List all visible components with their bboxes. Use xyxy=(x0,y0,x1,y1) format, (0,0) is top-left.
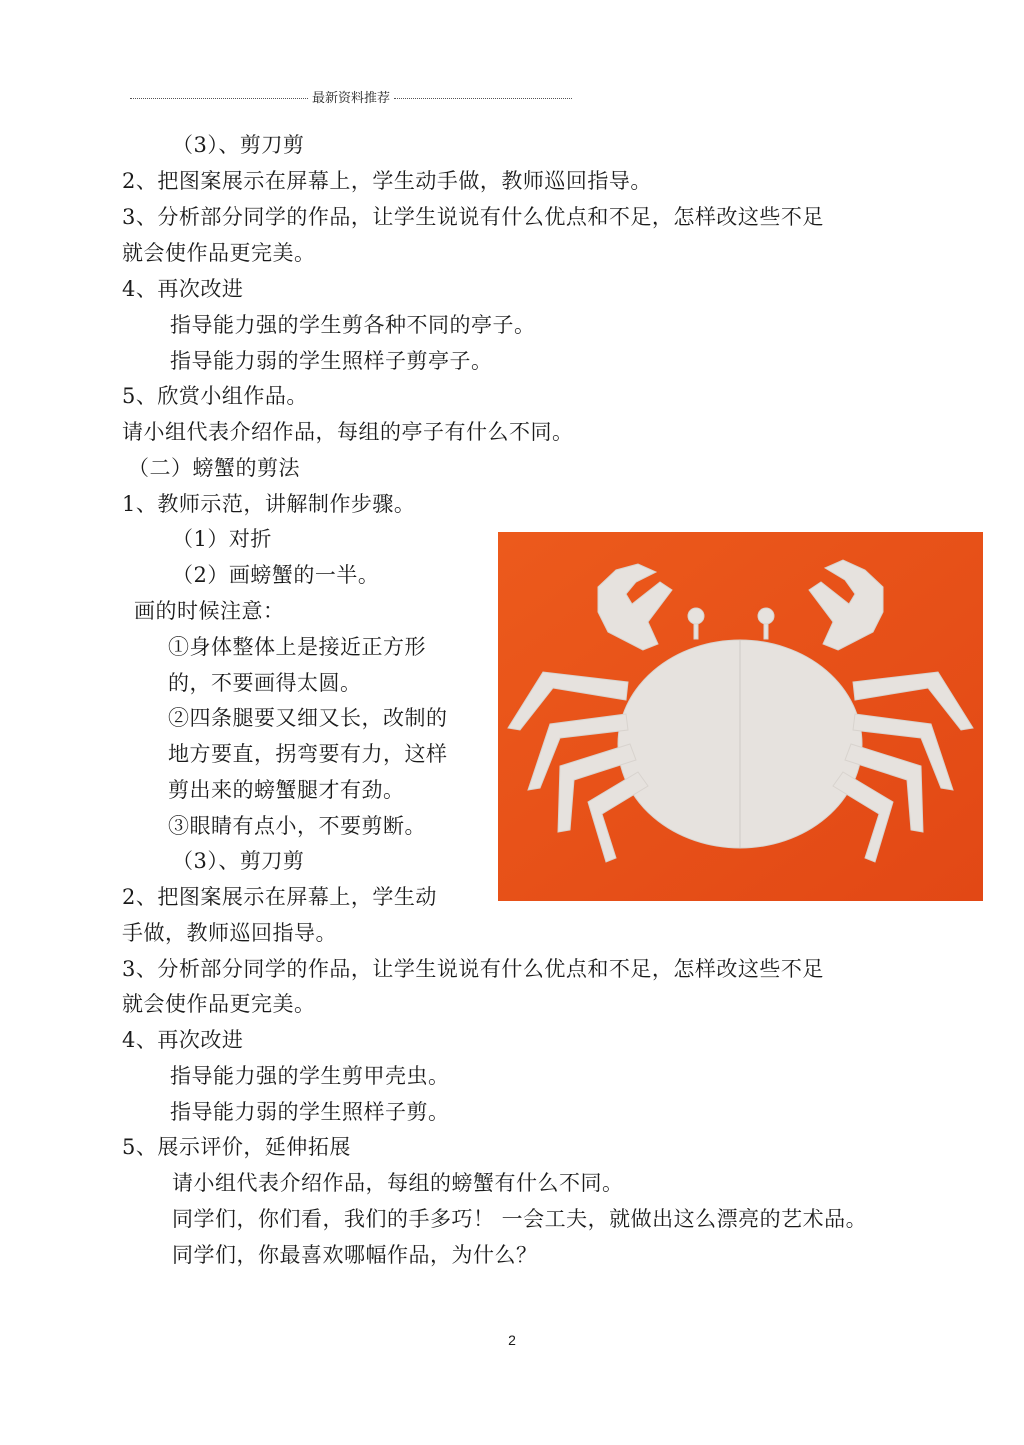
text-line: 请小组代表介绍作品，每组的螃蟹有什么不同。 xyxy=(172,1171,624,1195)
page-header xyxy=(130,86,572,106)
text-line: 同学们，你们看，我们的手多巧！ 一会工夫，就做出这么漂亮的艺术品。 xyxy=(172,1207,868,1231)
text-line: 就会使作品更完美。 xyxy=(122,992,316,1016)
text-line: ①身体整体上是接近正方形 xyxy=(168,635,426,659)
text-line: 同学们，你最喜欢哪幅作品，为什么？ xyxy=(172,1243,538,1267)
header-text: 最新资料推荐 xyxy=(312,90,391,106)
text-line: 4、再次改进 xyxy=(122,1028,244,1052)
text-line: 剪出来的螃蟹腿才有劲。 xyxy=(168,778,405,802)
text-line: 指导能力强的学生剪甲壳虫。 xyxy=(170,1064,450,1088)
text-line: 2、把图案展示在屏幕上，学生动手做，教师巡回指导。 xyxy=(122,169,652,193)
text-line: 4、再次改进 xyxy=(122,277,244,301)
header-dotted-rule-right xyxy=(394,98,572,99)
text-line: 3、分析部分同学的作品，让学生说说有什么优点和不足，怎样改这些不足 xyxy=(122,205,824,229)
text-line: 指导能力强的学生剪各种不同的亭子。 xyxy=(170,313,536,337)
text-line: ②四条腿要又细又长，改制的 xyxy=(168,706,448,730)
section-heading: （二）螃蟹的剪法 xyxy=(128,456,300,480)
text-line: （2）画螃蟹的一半。 xyxy=(172,563,380,587)
text-line: 指导能力弱的学生照样子剪亭子。 xyxy=(170,349,493,373)
text-line: 地方要直，拐弯要有力，这样 xyxy=(168,742,448,766)
text-line: 画的时候注意： xyxy=(134,599,285,623)
text-line: 手做，教师巡回指导。 xyxy=(122,921,337,945)
text-line: 2、把图案展示在屏幕上，学生动 xyxy=(122,885,437,909)
paper-cut-crab-icon xyxy=(498,532,983,901)
text-line: 就会使作品更完美。 xyxy=(122,241,316,265)
text-line: （1）对折 xyxy=(172,527,272,551)
text-line: 指导能力弱的学生照样子剪。 xyxy=(170,1100,450,1124)
crab-paper-cut-photo xyxy=(498,532,983,901)
text-line: 的，不要画得太圆。 xyxy=(168,671,362,695)
text-line: 3、分析部分同学的作品，让学生说说有什么优点和不足，怎样改这些不足 xyxy=(122,957,824,981)
text-line: ③眼睛有点小，不要剪断。 xyxy=(168,814,426,838)
header-dotted-rule-left xyxy=(130,98,308,99)
text-line: （3）、剪刀剪 xyxy=(172,849,305,873)
text-line: 5、展示评价，延伸拓展 xyxy=(122,1135,351,1159)
text-line: 请小组代表介绍作品，每组的亭子有什么不同。 xyxy=(122,420,574,444)
text-line: （3）、剪刀剪 xyxy=(172,133,305,157)
page-number: 2 xyxy=(508,1332,516,1348)
text-line: 5、欣赏小组作品。 xyxy=(122,384,308,408)
text-line: 1、教师示范，讲解制作步骤。 xyxy=(122,492,416,516)
